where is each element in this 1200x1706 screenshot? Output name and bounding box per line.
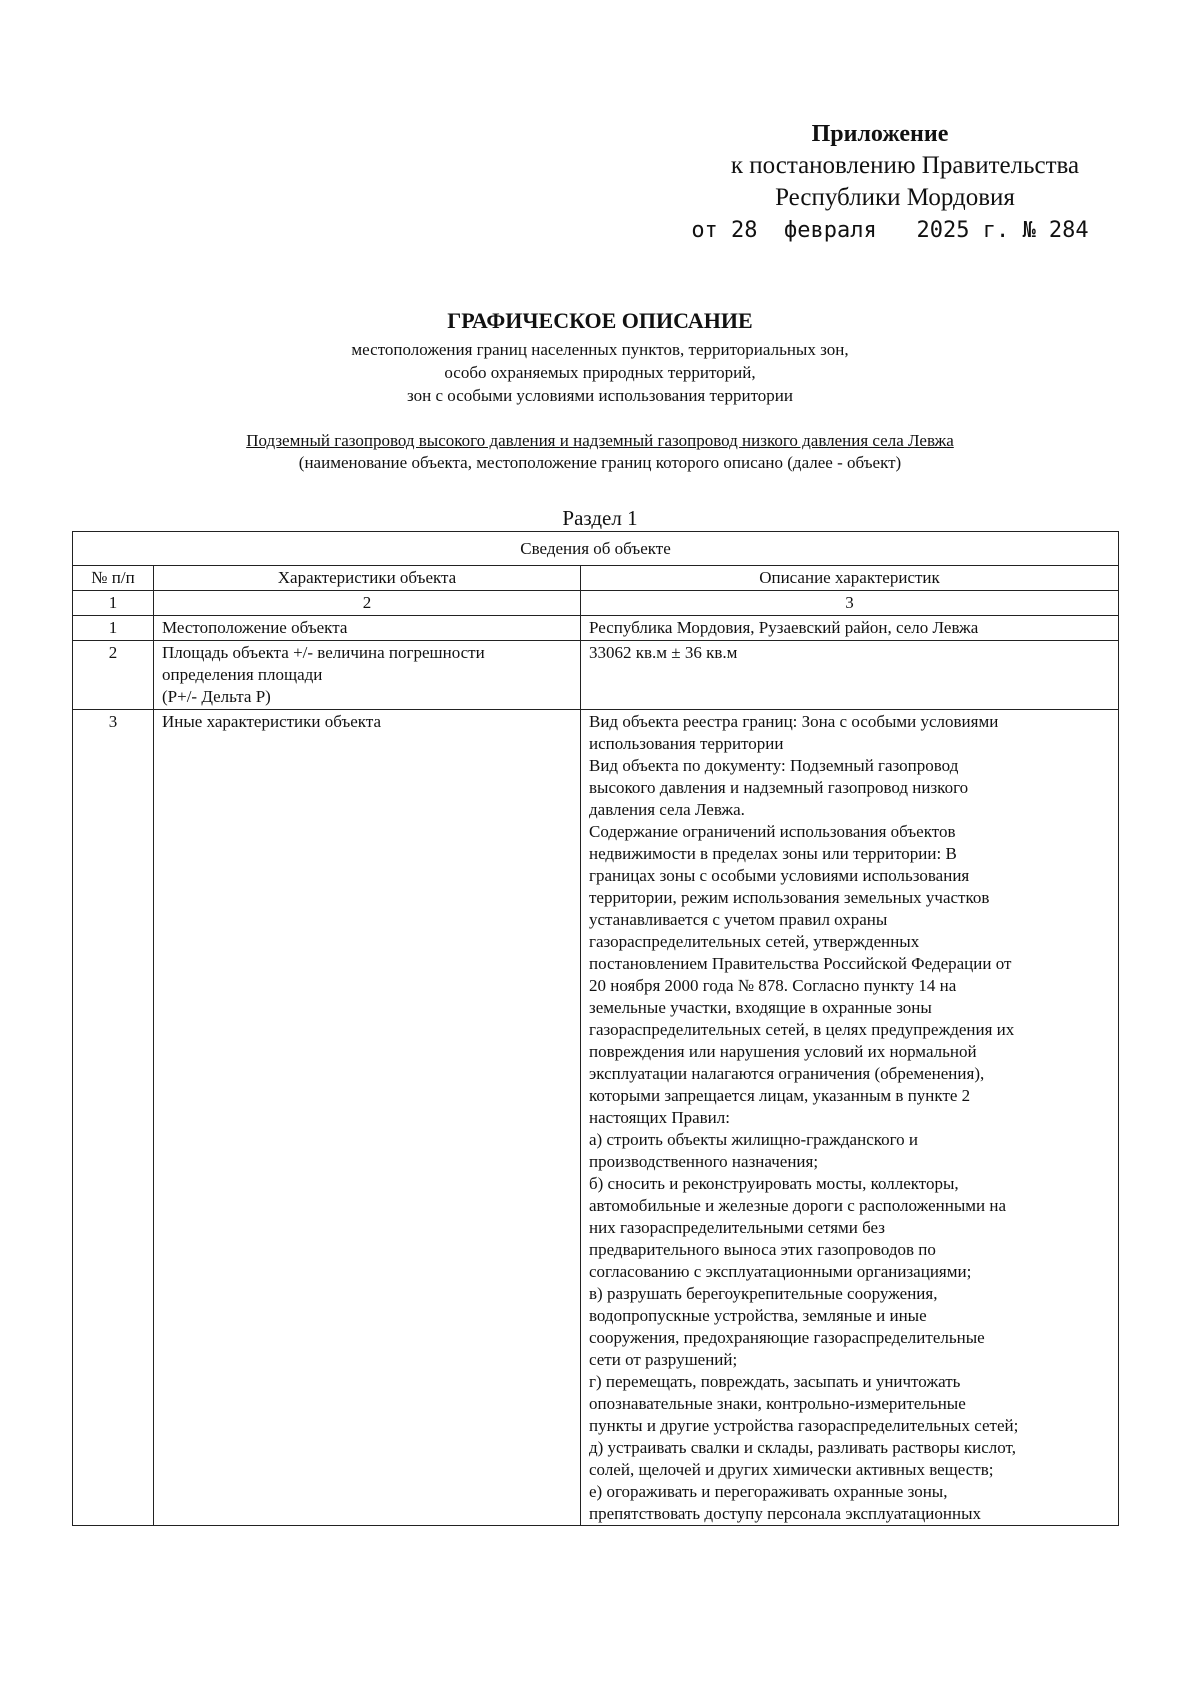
characteristic-line: Иные характеристики объекта [162, 712, 382, 731]
description-line: а) строить объекты жилищно-гражданского и [589, 1130, 919, 1149]
table-row [73, 616, 1119, 641]
document-header [120, 306, 1080, 407]
row-description [581, 641, 1119, 710]
object-info-table [72, 531, 1119, 1526]
header-characteristic: Характеристики объекта [154, 566, 581, 591]
row-number: 3 [73, 710, 154, 1526]
description-line: Содержание ограничений использования объектов [589, 822, 956, 841]
object-name: Подземный газопровод высокого давления и надземный газопровод низкого давления села Левжа [246, 431, 954, 450]
column-number-row [73, 591, 1119, 616]
description-line: предварительного выноса этих газопроводов по [589, 1240, 936, 1259]
description-line: которыми запрещается лицам, указанным в пункте 2 [589, 1086, 971, 1105]
description-line: согласованию с эксплуатационными организациями; [589, 1262, 972, 1281]
section-label: Раздел 1 [562, 506, 638, 530]
table-body [73, 616, 1119, 1526]
description-line: высокого давления и надземный газопровод низкого [589, 778, 969, 797]
object-block [120, 430, 1080, 474]
description-line: в) разрушать берегоукрепительные сооружения, [589, 1284, 938, 1303]
appendix-header [690, 118, 1120, 248]
header-num: № п/п [73, 566, 154, 591]
description-line: производственного назначения; [589, 1152, 819, 1171]
characteristic-line: (P+/- Дельта P) [162, 687, 271, 706]
appendix-title: Приложение [811, 121, 949, 147]
description-line: пункты и другие устройства газораспределительных сетей; [589, 1416, 1019, 1435]
description-line: давления села Левжа. [589, 800, 745, 819]
appendix-line-1: к постановлению Правительства [730, 152, 1080, 179]
description-line: газораспределительных сетей, утвержденных [589, 932, 920, 951]
description-line: г) перемещать, повреждать, засыпать и уничтожать [589, 1372, 961, 1391]
description-line: постановлением Правительства Российской Федерации от [589, 954, 1012, 973]
characteristic-line: определения площади [162, 665, 323, 684]
description-line: солей, щелочей и других химически активных веществ; [589, 1460, 994, 1479]
header-description: Описание характеристик [581, 566, 1119, 591]
column-number: 1 [73, 591, 154, 616]
description-line: 20 ноября 2000 года № 878. Согласно пункту 14 на [589, 976, 957, 995]
description-line: опознавательные знаки, контрольно-измерительные [589, 1394, 966, 1413]
appendix-date: от 28 февраля 2025 г. № 284 [691, 218, 1089, 243]
table-row [73, 641, 1119, 710]
characteristic-line: Местоположение объекта [162, 618, 348, 637]
description-line: газораспределительных сетей, в целях предупреждения их [589, 1020, 1015, 1039]
description-line: них газораспределительными сетями без [589, 1218, 886, 1237]
document-title: ГРАФИЧЕСКОЕ ОПИСАНИЕ [447, 308, 753, 333]
description-line: сооружения, предохраняющие газораспределительные [589, 1328, 985, 1347]
description-line: устанавливается с учетом правил охраны [589, 910, 888, 929]
row-number: 2 [73, 641, 154, 710]
column-number: 3 [581, 591, 1119, 616]
object-name-hint: (наименование объекта, местоположение границ которого описано (далее - объект) [298, 453, 902, 472]
description-line: препятствовать доступу персонала эксплуатационных [589, 1504, 981, 1523]
row-description [581, 710, 1119, 1526]
description-line: е) огораживать и перегораживать охранные зоны, [589, 1482, 948, 1501]
description-line: автомобильные и железные дороги с расположенными на [589, 1196, 1006, 1215]
table-header-row [73, 566, 1119, 591]
table-title: Сведения об объекте [73, 532, 1119, 566]
description-line: 33062 кв.м ± 36 кв.м [589, 643, 738, 662]
description-line: Вид объекта по документу: Подземный газопровод [589, 756, 959, 775]
document-subtitle-1: местоположения границ населенных пунктов, территориальных зон, [351, 340, 849, 359]
description-line: недвижимости в пределах зоны или территории: В [589, 844, 957, 863]
row-characteristic [154, 710, 581, 1526]
description-line: водопропускные устройства, земляные и иные [589, 1306, 927, 1325]
description-line: использования территории [589, 734, 784, 753]
row-characteristic [154, 616, 581, 641]
description-line: сети от разрушений; [589, 1350, 738, 1369]
description-line: б) сносить и реконструировать мосты, коллекторы, [589, 1174, 959, 1193]
column-number: 2 [154, 591, 581, 616]
description-line: эксплуатации налагаются ограничения (обременения), [589, 1064, 985, 1083]
row-characteristic [154, 641, 581, 710]
description-line: территории, режим использования земельных участков [589, 888, 990, 907]
row-number: 1 [73, 616, 154, 641]
description-line: Вид объекта реестра границ: Зона с особыми условиями [589, 712, 999, 731]
description-line: земельные участки, входящие в охранные зоны [589, 998, 932, 1017]
row-description [581, 616, 1119, 641]
description-line: повреждения или нарушения условий их нормальной [589, 1042, 977, 1061]
description-line: границах зоны с особыми условиями использования [589, 866, 970, 885]
document-subtitle-3: зон с особыми условиями использования территории [407, 386, 793, 405]
description-line: д) устраивать свалки и склады, разливать растворы кислот, [589, 1438, 1016, 1457]
table-row [73, 710, 1119, 1526]
appendix-line-2: Республики Мордовия [775, 184, 1015, 211]
characteristic-line: Площадь объекта +/- величина погрешности [162, 643, 485, 662]
description-line: настоящих Правил: [589, 1108, 730, 1127]
description-line: Республика Мордовия, Рузаевский район, село Левжа [589, 618, 979, 637]
table-title-row [73, 532, 1119, 566]
document-subtitle-2: особо охраняемых природных территорий, [444, 363, 756, 382]
